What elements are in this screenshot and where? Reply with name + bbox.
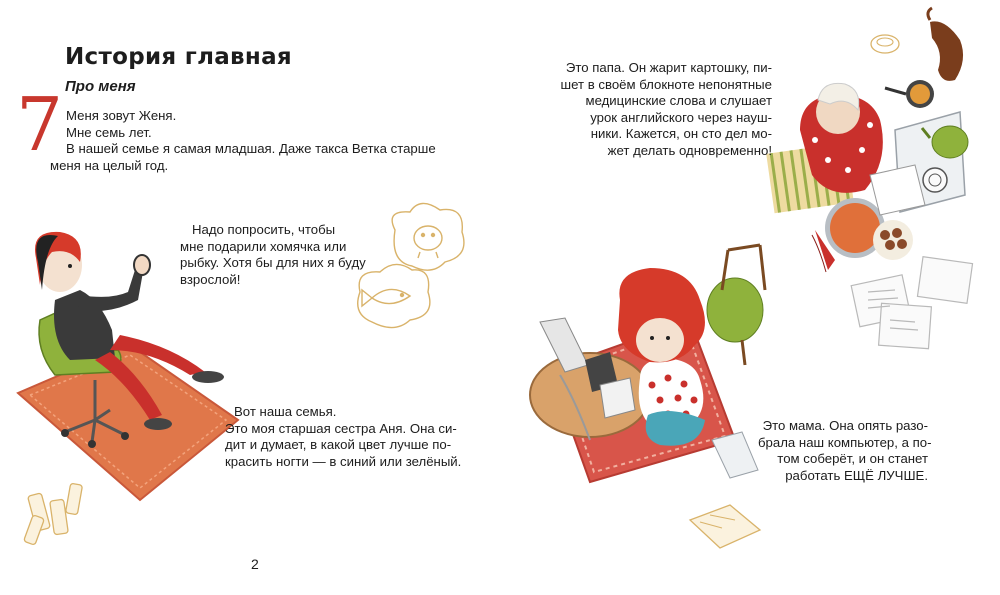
fish-sketch-icon bbox=[358, 264, 430, 327]
mom-line: брала наш компьютер, а по- bbox=[758, 434, 932, 450]
family-line: дит и думает, в какой цвет лучше по- bbox=[225, 437, 452, 452]
hamster-line: рыбку. Хотя бы для них я буду bbox=[180, 255, 366, 270]
mom-line: работать ЕЩЁ ЛУЧШЕ. bbox=[785, 467, 928, 483]
hamster-line: мне подарили хомячка или bbox=[180, 238, 347, 254]
glasses-sketch-icon bbox=[24, 483, 83, 545]
page-subtitle: Про меня bbox=[65, 78, 136, 95]
dad-line: Это папа. Он жарит картошку, пи- bbox=[565, 60, 772, 75]
dad-line: шет в своём блокноте непонятные bbox=[560, 76, 772, 92]
dad-line: жет делать одновременно! bbox=[607, 142, 772, 158]
chapter-number: 7 bbox=[16, 82, 64, 168]
hamster-line: Надо попросить, чтобы bbox=[192, 222, 336, 237]
mom-paragraph bbox=[758, 418, 932, 484]
family-line: Это моя старшая сестра Аня. Она си- bbox=[225, 420, 457, 436]
page-number: 2 bbox=[251, 556, 259, 572]
hamster-sketch-icon bbox=[392, 203, 464, 270]
dad-line: ники. Кажется, он сто дел мо- bbox=[590, 126, 772, 141]
papers-sketch-icon bbox=[851, 257, 972, 349]
dad-illustration bbox=[766, 8, 968, 272]
page-title: История главная bbox=[65, 44, 292, 70]
intro-line: Мне семь лет. bbox=[66, 124, 152, 140]
mom-illustration bbox=[530, 245, 765, 548]
dad-paragraph bbox=[548, 60, 772, 159]
intro-line: Меня зовут Женя. bbox=[66, 108, 177, 123]
mom-line: Это мама. Она опять разо- bbox=[762, 418, 928, 433]
family-line: Вот наша семья. bbox=[234, 404, 337, 419]
intro-line: меня на целый год. bbox=[50, 157, 169, 173]
hamster-paragraph bbox=[180, 222, 364, 288]
dad-line: медицинские слова и слушает bbox=[585, 93, 772, 108]
intro-line: В нашей семье я самая младшая. Даже такса Ветка старше bbox=[66, 141, 436, 156]
intro-paragraph bbox=[50, 108, 436, 174]
mom-line: том соберёт, и он станет bbox=[777, 451, 928, 466]
hamster-line: взрослой! bbox=[180, 271, 241, 287]
family-line: красить ногти — в синий или зелёный. bbox=[225, 453, 462, 469]
dad-line: урок английского через науш- bbox=[590, 109, 772, 125]
family-paragraph bbox=[225, 404, 462, 470]
